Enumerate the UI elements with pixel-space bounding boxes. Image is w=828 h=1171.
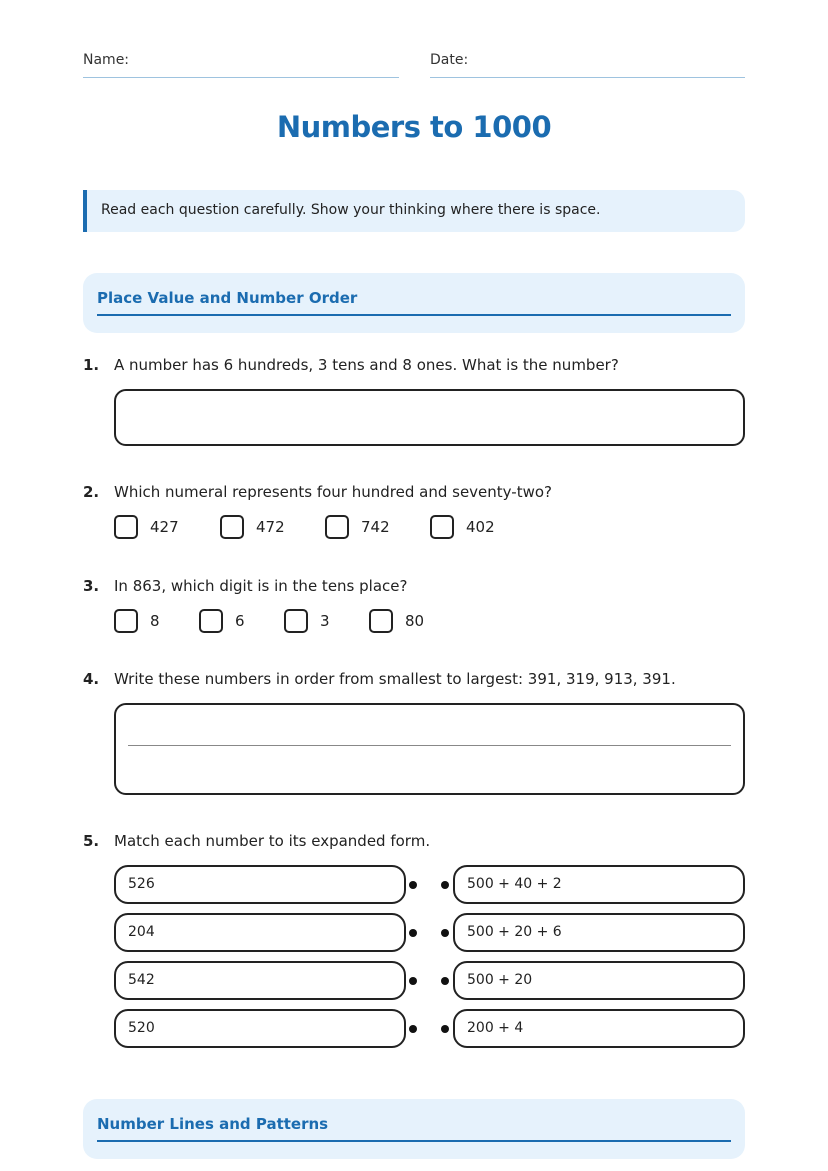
date-field[interactable] (430, 52, 745, 78)
option-label: 472 (256, 518, 285, 536)
question-text: Which numeral represents four hundred and seventy-two? (114, 483, 552, 501)
option-label: 80 (405, 612, 425, 630)
option-label: 6 (235, 612, 245, 630)
match-left-item[interactable] (114, 913, 406, 952)
instructions-text: Read each question carefully. Show your thinking where there is space. (101, 202, 601, 218)
section-number-lines (83, 1099, 745, 1159)
name-field[interactable] (83, 52, 399, 78)
name-label: Name: (83, 52, 130, 68)
checkbox[interactable] (114, 515, 138, 539)
question-number: 5. (83, 832, 100, 850)
checkbox[interactable] (430, 515, 454, 539)
page-title: Numbers to 1000 (276, 110, 552, 144)
match-left-dot[interactable] (409, 929, 417, 937)
section-place-value (83, 273, 745, 333)
question-number: 2. (83, 483, 100, 501)
option-label: 8 (150, 612, 160, 630)
section-title: Place Value and Number Order (97, 289, 731, 316)
writing-line (128, 745, 731, 746)
match-right-item[interactable] (453, 913, 745, 952)
match-left-item[interactable] (114, 961, 406, 1000)
question-text: A number has 6 hundreds, 3 tens and 8 ones. What is the number? (114, 356, 619, 374)
answer-box-4[interactable] (114, 703, 745, 795)
question-text: Match each number to its expanded form. (114, 832, 431, 850)
match-left-dot[interactable] (409, 1025, 417, 1033)
question-text: In 863, which digit is in the tens place? (114, 577, 408, 595)
match-right-label: 200 + 4 (467, 1020, 524, 1036)
match-right-item[interactable] (453, 961, 745, 1000)
question-number: 4. (83, 670, 100, 688)
answer-box-1[interactable] (114, 389, 745, 446)
match-right-dot[interactable] (441, 977, 449, 985)
checkbox[interactable] (199, 609, 223, 633)
checkbox[interactable] (369, 609, 393, 633)
checkbox[interactable] (220, 515, 244, 539)
match-right-label: 500 + 20 (467, 972, 533, 988)
option-label: 427 (150, 518, 179, 536)
match-right-label: 500 + 20 + 6 (467, 924, 562, 940)
match-right-item[interactable] (453, 865, 745, 904)
option-label: 402 (466, 518, 495, 536)
match-right-dot[interactable] (441, 929, 449, 937)
question-text: Write these numbers in order from smallest to largest: 391, 319, 913, 391. (114, 670, 676, 688)
match-left-dot[interactable] (409, 881, 417, 889)
checkbox[interactable] (325, 515, 349, 539)
match-right-item[interactable] (453, 1009, 745, 1048)
instructions-callout (83, 190, 745, 232)
option-label: 742 (361, 518, 390, 536)
match-left-label: 526 (128, 876, 155, 892)
match-left-label: 204 (128, 924, 155, 940)
checkbox[interactable] (284, 609, 308, 633)
match-right-label: 500 + 40 + 2 (467, 876, 562, 892)
checkbox[interactable] (114, 609, 138, 633)
match-left-item[interactable] (114, 865, 406, 904)
question-number: 1. (83, 356, 100, 374)
match-left-label: 520 (128, 1020, 155, 1036)
match-right-dot[interactable] (441, 1025, 449, 1033)
match-left-item[interactable] (114, 1009, 406, 1048)
option-label: 3 (320, 612, 330, 630)
match-right-dot[interactable] (441, 881, 449, 889)
section-title: Number Lines and Patterns (97, 1115, 731, 1142)
date-label: Date: (430, 52, 469, 68)
match-left-label: 542 (128, 972, 155, 988)
match-left-dot[interactable] (409, 977, 417, 985)
question-number: 3. (83, 577, 100, 595)
